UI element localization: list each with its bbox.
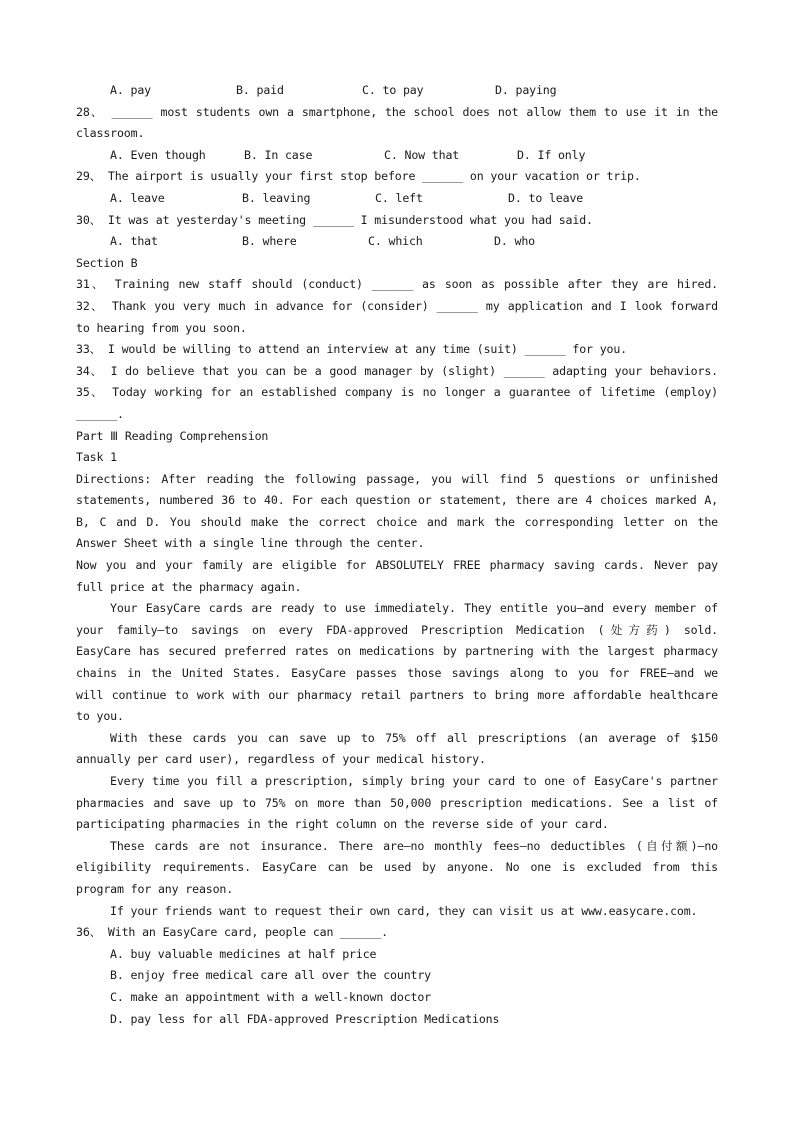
exam-page <box>76 80 718 1030</box>
q36-option-d: D. pay less for all FDA-approved Prescription Medications <box>110 1011 500 1026</box>
option-c: C. which <box>368 234 423 249</box>
passage-line: With these cards you can save up to 75% off all prescriptions (an average of $150 <box>110 730 718 745</box>
question-30: 30、 It was at yesterday's meeting ______ I misunderstood what you had said. <box>76 212 593 227</box>
passage-line: These cards are not insurance. There are—no monthly fees—no deductibles (自付额)—no <box>110 838 718 853</box>
option-c: C. to pay <box>362 83 424 97</box>
directions-line: Directions: After reading the following passage, you will find 5 questions or unfinished <box>76 471 718 486</box>
option-c: C. left <box>375 190 423 205</box>
passage-line: If your friends want to request their own card, they can visit us at www.easycare.com. <box>110 903 698 918</box>
question-28: 28、 ______ most students own a smartphone, the school does not allow them to use it in the <box>76 104 718 119</box>
q36-option-b: B. enjoy free medical care all over the country <box>110 968 432 983</box>
option-c: C. Now that <box>384 147 460 162</box>
passage-line: Now you and your family are eligible for ABSOLUTELY FREE pharmacy saving cards. Never pay <box>76 558 718 573</box>
question-29: 29、 The airport is usually your first stop before ______ on your vacation or trip. <box>76 169 641 184</box>
passage-line: pharmacies and save up to 75% on more than 50,000 prescription medications. See a list of <box>76 795 718 810</box>
part-iii-heading: Part Ⅲ Reading Comprehension <box>76 428 269 443</box>
option-b: B. where <box>242 234 297 249</box>
passage-line: EasyCare has secured preferred rates on medications by partnering with the largest pharmacy <box>76 644 718 659</box>
passage-line: program for any reason. <box>76 881 234 896</box>
question-35: 35、 Today working for an established company is no longer a guarantee of lifetime (employ) <box>76 385 718 400</box>
passage-line: Every time you fill a prescription, simply bring your card to one of EasyCare's partner <box>110 774 718 788</box>
directions-line: statements, numbered 36 to 40. For each question or statement, there are 4 choices marked A, <box>76 493 718 508</box>
directions-line: Answer Sheet with a single line through the center. <box>76 536 425 551</box>
option-a: A. that <box>110 234 158 249</box>
passage-line: annually per card user), regardless of your medical history. <box>76 752 486 767</box>
option-a: A. Even though <box>110 147 206 162</box>
question-36: 36、 With an EasyCare card, people can ______. <box>76 925 388 940</box>
passage-line: to you. <box>76 709 124 724</box>
question-31: 31、 Training new staff should (conduct) ______ as soon as possible after they are hired. <box>76 277 718 292</box>
question-28-cont: classroom. <box>76 126 145 141</box>
passage-line: participating pharmacies in the right column on the reverse side of your card. <box>76 817 609 832</box>
option-b: B. In case <box>244 147 313 162</box>
q36-option-a: A. buy valuable medicines at half price <box>110 946 377 961</box>
question-33: 33、 I would be willing to attend an interview at any time (suit) ______ for you. <box>76 342 628 357</box>
passage-line: full price at the pharmacy again. <box>76 579 302 594</box>
option-b: B. paid <box>236 83 284 97</box>
question-32: 32、 Thank you very much in advance for (consider) ______ my application and I look forward <box>76 298 718 313</box>
q30-options <box>76 231 718 253</box>
question-35-cont: ______. <box>76 406 124 421</box>
passage-line: Your EasyCare cards are ready to use immediately. They entitle you—and every member of <box>110 601 718 616</box>
option-d: D. to leave <box>508 190 584 205</box>
q28-options <box>76 145 718 167</box>
q36-option-c: C. make an appointment with a well-known doctor <box>110 989 432 1004</box>
section-b-heading: Section B <box>76 255 138 270</box>
option-a: A. leave <box>110 190 165 205</box>
passage-line: will continue to work with our pharmacy retail partners to bring more affordable healthcare <box>76 687 718 702</box>
option-b: B. leaving <box>242 190 311 205</box>
passage-line: eligibility requirements. EasyCare can be used by anyone. No one is excluded from this <box>76 860 718 875</box>
question-32-cont: to hearing from you soon. <box>76 320 247 335</box>
option-d: D. paying <box>495 83 557 97</box>
question-34: 34、 I do believe that you can be a good manager by (slight) ______ adapting your behaviors. <box>76 363 718 378</box>
q27-options <box>76 80 718 102</box>
directions-line: B, C and D. You should make the correct choice and mark the corresponding letter on the <box>76 514 718 529</box>
passage-line: your family—to savings on every FDA-approved Prescription Medication (处方药) sold. <box>76 622 718 637</box>
option-d: D. who <box>494 234 535 249</box>
q29-options <box>76 188 718 210</box>
task-1-heading: Task 1 <box>76 450 117 465</box>
option-a: A. pay <box>110 83 151 97</box>
passage-line: chains in the United States. EasyCare passes those savings along to you for FREE—and we <box>76 666 718 681</box>
option-d: D. If only <box>517 147 586 162</box>
